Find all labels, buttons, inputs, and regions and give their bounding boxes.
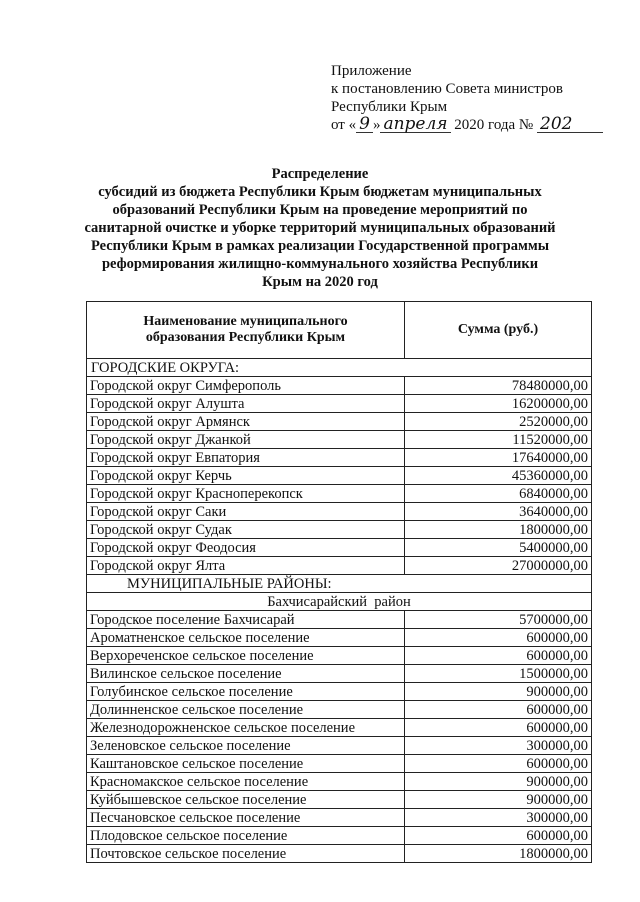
table-row [87, 827, 592, 845]
subsidy-sum: 5400000,00 [405, 539, 592, 557]
municipality-name: Городской округ Джанкой [87, 431, 405, 449]
municipality-name: Почтовское сельское поселение [87, 845, 405, 863]
table-row [87, 395, 592, 413]
subsidy-sum: 6840000,00 [405, 485, 592, 503]
title-line: Республики Крым в рамках реализации Государственной программы [90, 238, 550, 254]
table-row [87, 467, 592, 485]
table-header-row [87, 302, 592, 359]
municipality-name: Каштановское сельское поселение [87, 755, 405, 773]
municipality-name: Плодовское сельское поселение [87, 827, 405, 845]
subsidy-sum: 5700000,00 [405, 611, 592, 629]
document-title [70, 165, 570, 291]
decree-number: 202 [537, 116, 603, 133]
date-mid: » [372, 117, 381, 133]
municipality-name: Долинненское сельское поселение [87, 701, 405, 719]
subsidy-sum: 600000,00 [405, 719, 592, 737]
table-body [87, 359, 592, 863]
table-row [87, 503, 592, 521]
appendix-decree-line: к постановлению Совета министров [331, 81, 563, 97]
table-row [87, 431, 592, 449]
section-municipal-districts: МУНИЦИПАЛЬНЫЕ РАЙОНЫ: [87, 575, 592, 593]
date-prefix: от « [331, 117, 357, 133]
subsidy-sum: 3640000,00 [405, 503, 592, 521]
header-name-line: Наименование муниципального [143, 314, 348, 329]
subsidy-sum: 1800000,00 [405, 845, 592, 863]
table-row [87, 737, 592, 755]
title-line: санитарной очистке и уборке территорий муниципальных образований [84, 220, 556, 236]
table-row [87, 665, 592, 683]
date-month: апреля [380, 116, 450, 133]
subsidy-sum: 2520000,00 [405, 413, 592, 431]
subsidy-sum: 16200000,00 [405, 395, 592, 413]
subsidy-sum: 1800000,00 [405, 521, 592, 539]
subsidy-sum: 45360000,00 [405, 467, 592, 485]
municipality-name: Вилинское сельское поселение [87, 665, 405, 683]
date-year: 2020 года № [450, 117, 534, 133]
municipality-name: Песчановское сельское поселение [87, 809, 405, 827]
table-row [87, 413, 592, 431]
table-row [87, 809, 592, 827]
table-row [87, 521, 592, 539]
subsidy-sum: 300000,00 [405, 809, 592, 827]
municipality-name: Голубинское сельское поселение [87, 683, 405, 701]
subsidy-sum: 17640000,00 [405, 449, 592, 467]
municipality-name: Городской округ Армянск [87, 413, 405, 431]
municipality-name: Городской округ Судак [87, 521, 405, 539]
table-row [87, 683, 592, 701]
table-row [87, 773, 592, 791]
municipality-name: Городской округ Красноперекопск [87, 485, 405, 503]
municipality-name: Куйбышевское сельское поселение [87, 791, 405, 809]
municipality-name: Красномакское сельское поселение [87, 773, 405, 791]
municipality-name: Городской округ Саки [87, 503, 405, 521]
table-row [87, 485, 592, 503]
municipality-name: Городское поселение Бахчисарай [87, 611, 405, 629]
table-row [87, 557, 592, 575]
table-row [87, 539, 592, 557]
subsidy-sum: 600000,00 [405, 827, 592, 845]
title-line: образований Республики Крым на проведение мероприятий по [112, 202, 528, 218]
table-row [87, 449, 592, 467]
district-name: Бахчисарайский район [87, 593, 592, 611]
subsidy-sum: 600000,00 [405, 701, 592, 719]
subsidy-sum: 900000,00 [405, 791, 592, 809]
header-sum-cell: Сумма (руб.) [405, 302, 592, 359]
title-heading: Распределение [271, 166, 369, 182]
subsidy-sum: 27000000,00 [405, 557, 592, 575]
subsidy-sum: 900000,00 [405, 773, 592, 791]
section-urban-districts: ГОРОДСКИЕ ОКРУГА: [87, 359, 592, 377]
district-row [87, 593, 592, 611]
table-row [87, 377, 592, 395]
municipality-name: Городской округ Алушта [87, 395, 405, 413]
header-name-line: образования Республики Крым [145, 330, 346, 345]
appendix-header [331, 62, 631, 134]
table-row [87, 791, 592, 809]
section-row [87, 575, 592, 593]
subsidy-sum: 78480000,00 [405, 377, 592, 395]
municipality-name: Ароматненское сельское поселение [87, 629, 405, 647]
municipality-name: Городской округ Феодосия [87, 539, 405, 557]
municipality-name: Городской округ Керчь [87, 467, 405, 485]
subsidy-table [86, 301, 592, 863]
appendix-date-line [331, 116, 631, 134]
table-row [87, 629, 592, 647]
subsidy-sum: 1500000,00 [405, 665, 592, 683]
subsidy-sum: 600000,00 [405, 647, 592, 665]
municipality-name: Железнодорожненское сельское поселение [87, 719, 405, 737]
title-line: реформирования жилищно-коммунального хозяйства Республики [101, 256, 539, 272]
table-row [87, 719, 592, 737]
subsidy-sum: 600000,00 [405, 629, 592, 647]
table-row [87, 701, 592, 719]
table-row [87, 755, 592, 773]
municipality-name: Верхореченское сельское поселение [87, 647, 405, 665]
table-row [87, 647, 592, 665]
subsidy-sum: 11520000,00 [405, 431, 592, 449]
date-day: 9 [356, 116, 373, 133]
municipality-name: Городской округ Евпатория [87, 449, 405, 467]
appendix-label: Приложение [331, 63, 412, 79]
title-line: Крым на 2020 год [262, 274, 378, 290]
table-row [87, 611, 592, 629]
appendix-republic-line: Республики Крым [331, 99, 448, 115]
municipality-name: Городской округ Симферополь [87, 377, 405, 395]
section-row [87, 359, 592, 377]
municipality-name: Зеленовское сельское поселение [87, 737, 405, 755]
title-line: субсидий из бюджета Республики Крым бюджетам муниципальных [98, 184, 542, 200]
subsidy-sum: 300000,00 [405, 737, 592, 755]
table-row [87, 845, 592, 863]
municipality-name: Городской округ Ялта [87, 557, 405, 575]
subsidy-sum: 600000,00 [405, 755, 592, 773]
subsidy-sum: 900000,00 [405, 683, 592, 701]
header-name-cell [87, 302, 405, 359]
